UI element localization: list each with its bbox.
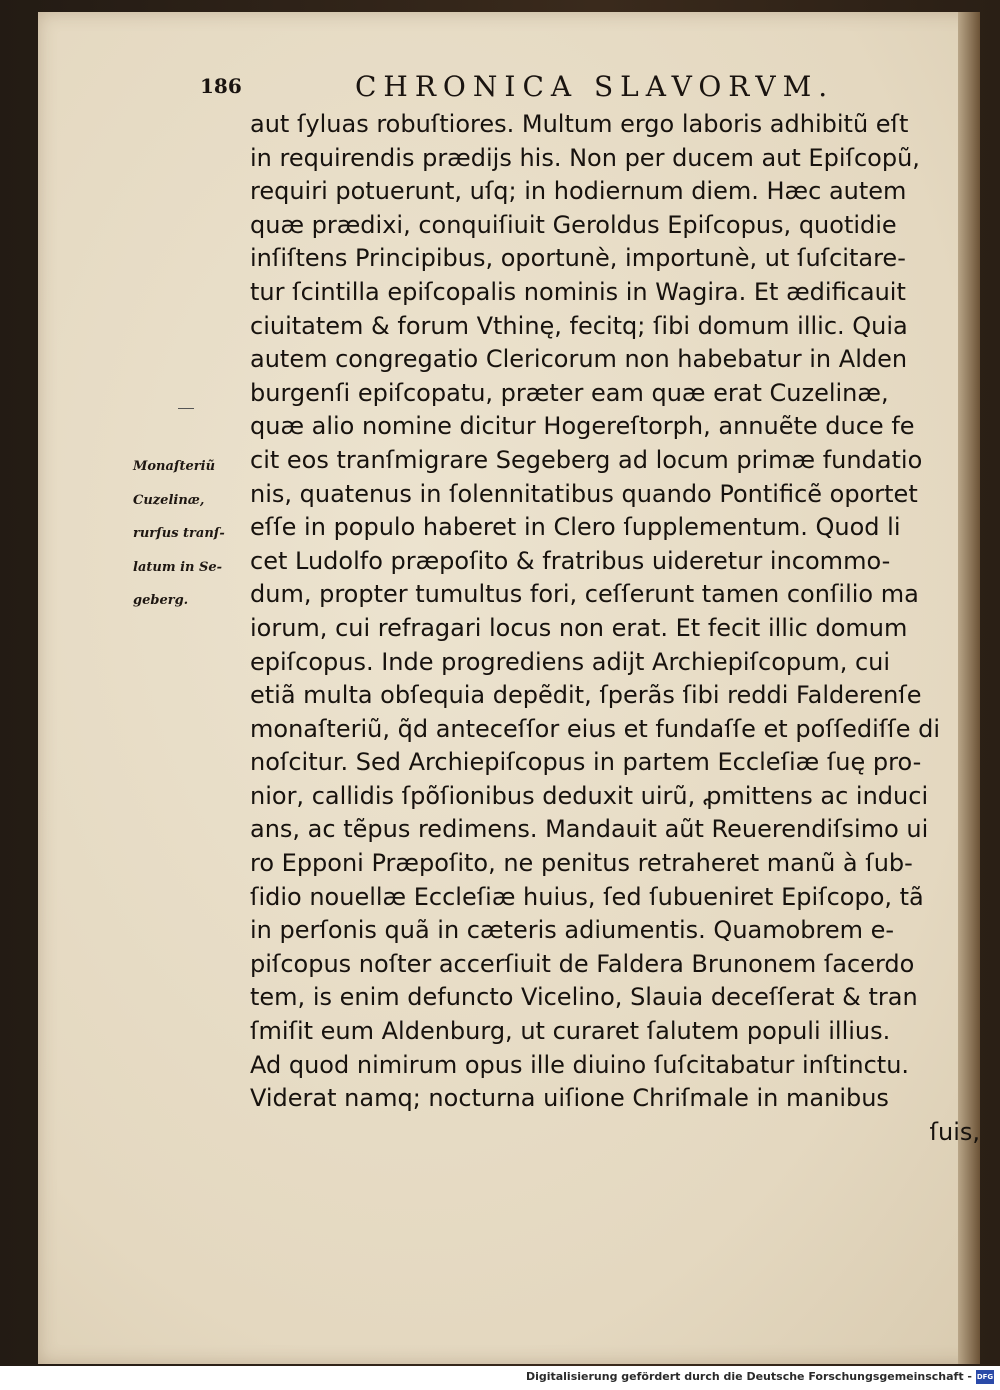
text-line: iorum, cui refragari locus non erat. Et fecit illic domum — [250, 613, 908, 642]
text-line: eſſe in populo haberet in Clero ſupplementum. Quod li — [250, 513, 901, 542]
page-header — [200, 70, 840, 110]
text-line: aut ſyluas robuſtiores. Multum ergo laboris adhibitũ eſt — [250, 110, 909, 138]
text-line: cit eos tranſmigrare Segeberg ad locum primæ fundatio — [250, 445, 923, 474]
margin-dash — [178, 408, 194, 409]
dfg-logo-icon: DFG — [976, 1370, 994, 1384]
text-line: tur ſcintilla epiſcopalis nominis in Wagira. Et ædificauit — [250, 277, 906, 306]
text-line: piſcopus noſter accerſiuit de Faldera Brunonem ſacerdo — [250, 949, 915, 978]
text-line: burgenſi epiſcopatu, præter eam quæ erat Cuzelinæ, — [250, 378, 889, 407]
text-line: autem congregatio Clericorum non habebatur in Alden — [250, 345, 908, 374]
page-number: 186 — [200, 74, 242, 98]
text-line: etiã multa obſequia depẽdit, ſperãs ſibi reddi Falderenſe — [250, 681, 922, 710]
text-line: in perſonis quã in cæteris adiumentis. Quamobrem e- — [250, 916, 895, 945]
footer-bar — [0, 1366, 1000, 1390]
text-line: ſmiſit eum Aldenburg, ut curaret ſalutem populi illius. — [250, 1017, 891, 1046]
margin-note — [133, 450, 245, 618]
text-line: monaſteriũ, q̃d anteceſſor eius et fundaſſe et poſſediſſe di — [250, 714, 941, 743]
text-line: nis, quatenus in ſolennitatibus quando Pontificẽ oportet — [250, 479, 918, 508]
text-line: Viderat namq; nocturna uiſione Chriſmale in manibus — [250, 1084, 889, 1113]
margin-note-line: rurſus tranſ- — [133, 526, 225, 542]
main-text-block — [250, 108, 980, 1149]
text-line: ciuitatem & forum Vthinę, fecitq; ſibi domum illic. Quia — [250, 311, 908, 340]
text-line: epiſcopus. Inde progrediens adijt Archiepiſcopum, cui — [250, 647, 891, 676]
text-line: quæ alio nomine dicitur Hogereſtorph, annuẽte duce fe — [250, 412, 915, 441]
footer-credit: Digitalisierung gefördert durch die Deutsche Forschungsgemeinschaft - — [525, 1370, 972, 1383]
text-line: nior, callidis ſpõſionibus deduxit uirũ, ꝓmittens ac induci — [250, 781, 929, 810]
text-line: in requirendis prædijs his. Non per ducem aut Epiſcopũ, — [250, 143, 920, 172]
margin-note-line: latum in Se- — [133, 559, 223, 575]
text-line: dum, propter tumultus fori, ceſſerunt tamen conſilio ma — [250, 580, 919, 609]
text-line: Ad quod nimirum opus ille diuino ſuſcitabatur inſtinctu. — [250, 1050, 910, 1079]
margin-note-line: geberg. — [133, 593, 189, 609]
text-line: requiri potuerunt, uſq; in hodiernum diem. Hæc autem — [250, 177, 907, 206]
text-line: ro Epponi Præpoſito, ne penitus retraheret manũ à ſub- — [250, 849, 913, 878]
text-line: cet Ludolfo præpoſito & fratribus uideretur incommo- — [250, 546, 891, 575]
margin-note-line: Monaſteriũ — [133, 459, 216, 474]
text-line: noſcitur. Sed Archiepiſcopus in partem Eccleſiæ ſuę pro- — [250, 748, 922, 777]
text-line: inſiſtens Principibus, oportunè, importunè, ut ſuſcitare- — [250, 244, 906, 273]
text-line: tem, is enim defuncto Vicelino, Slauia deceſſerat & tran — [250, 983, 918, 1012]
catchword: ſuis, — [929, 1117, 980, 1146]
text-line: ans, ac tẽpus redimens. Mandauit aũt Reuerendiſsimo ui — [250, 815, 929, 844]
text-line: quæ prædixi, conquiſiuit Geroldus Epiſcopus, quotidie — [250, 210, 897, 239]
margin-note-line: Cuzelinæ, — [133, 492, 205, 508]
text-line: ſidio nouellæ Eccleſiæ huius, ſed ſubueniret Epiſcopo, tã — [250, 882, 924, 911]
running-title: CHRONICA SLAVORVM. — [355, 70, 835, 103]
